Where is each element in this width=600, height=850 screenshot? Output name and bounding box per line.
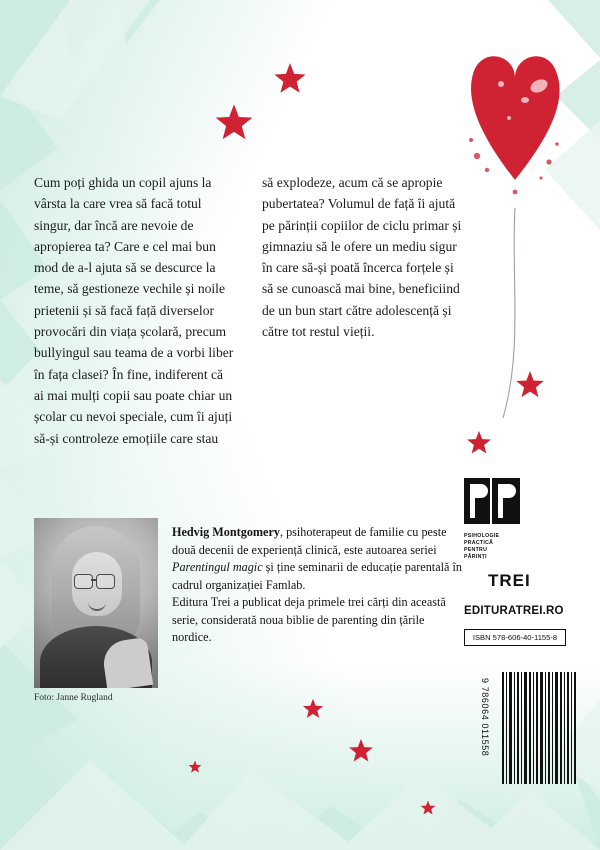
blurb-paragraph-right: să explodeze, acum că se apropie pubertatea? Volumul de față îi ajută pe părinții copiilor de ciclu primar și gimnaziu să le ofere un mediu sigur în care să-și poată încerca forțele și să se cunoască mai bine, beneficiind de un bun start către adolescență și către tot restul vieții.	[262, 175, 462, 340]
author-bio-part2: și ține seminarii de educație parentală în cadrul organizației Famlab.	[172, 560, 462, 592]
author-photo	[34, 518, 158, 688]
isbn-badge: ISBN 578-606-40-1155-8	[464, 629, 566, 646]
pp-logo-subtitle: PSIHOLOGIE PRACTICĂ PENTRU PĂRINȚI	[464, 533, 500, 560]
blurb-text	[34, 172, 464, 449]
star-decor	[420, 800, 436, 816]
barcode-number: 9 786064 011558	[480, 678, 490, 757]
blurb-column-left	[34, 172, 234, 449]
publisher-website[interactable]: EDITURATREI.RO	[464, 605, 564, 617]
heart-balloon-icon	[453, 48, 578, 448]
author-block	[34, 518, 464, 703]
pp-logo-icon	[464, 478, 520, 524]
publisher-block	[464, 478, 574, 646]
star-decor	[188, 760, 202, 774]
barcode-bars	[502, 672, 576, 784]
star-decor	[214, 103, 254, 143]
imprint-name: TREI	[488, 571, 531, 590]
author-bio-part1: , psihoterapeut de familie cu peste două decenii de experiență clinică, este autoarea seriei	[172, 525, 447, 557]
author-bio-paragraph	[172, 524, 464, 594]
author-name: Hedvig Montgomery	[172, 525, 280, 539]
star-decor	[273, 62, 307, 96]
author-photo-wrap	[34, 518, 158, 703]
publisher-note: Editura Trei a publicat deja primele trei cărți din această serie, considerată noua biblie de parenting din țările nordice.	[172, 595, 446, 644]
series-title: Parentingul magic	[172, 560, 263, 574]
barcode	[480, 672, 578, 790]
photo-credit: Foto: Janne Rugland	[34, 693, 113, 703]
author-bio	[172, 518, 464, 703]
star-decor	[348, 738, 374, 764]
blurb-column-right	[262, 172, 462, 449]
blurb-paragraph-left: Cum poți ghida un copil ajuns la vârsta la care vrea să facă totul singur, dar încă are nevoie de apropierea ta? Care e cel mai bun mod de a-l ajuta să se descurce la teme, să gestioneze vechile și noile prietenii și să facă față diverselor provocări din viața școlară, precum bullyingul sau teama de a vorbi liber în fața clasei? În fine, indiferent că ai mai mulți copii sau poate chiar un școlar cu nevoi speciale, cum îi ajuți să-și controleze emoțiile care stau	[34, 175, 234, 446]
